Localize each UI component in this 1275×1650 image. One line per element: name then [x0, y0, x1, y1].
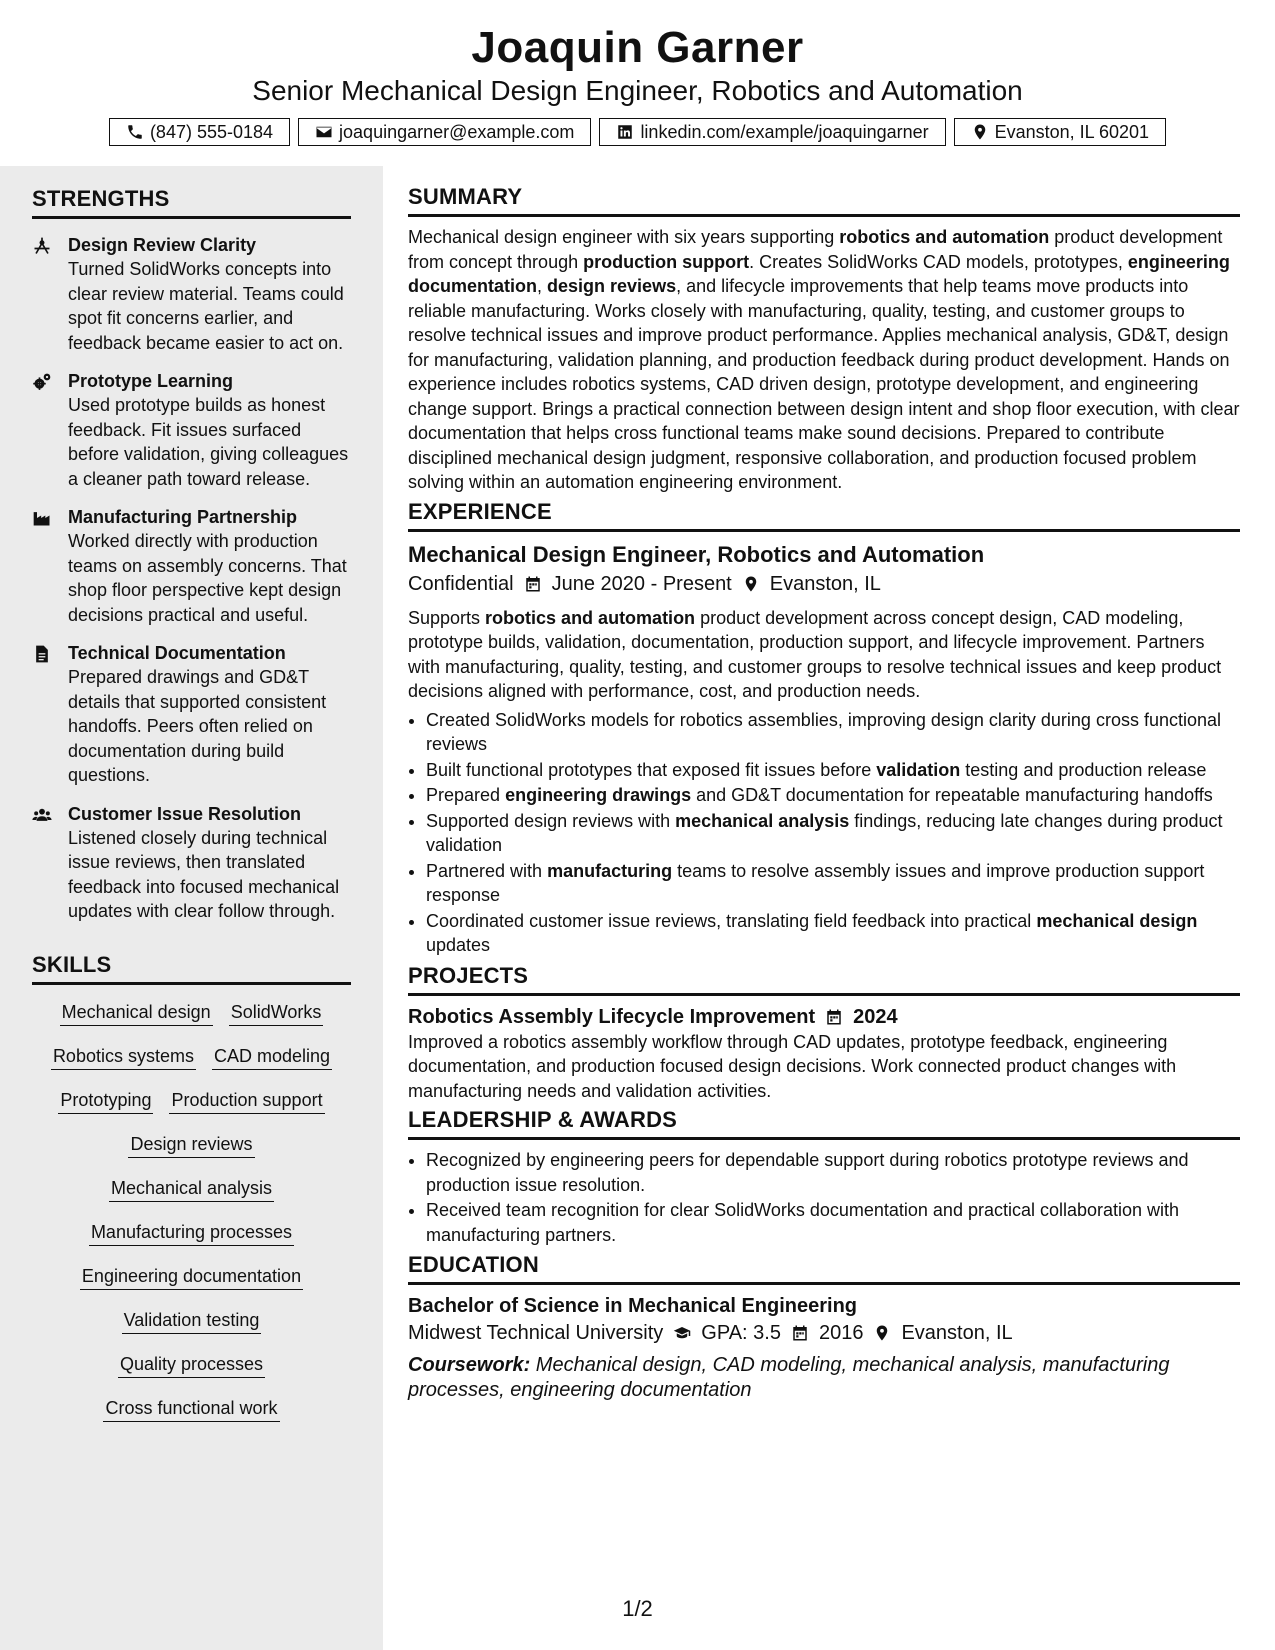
strengths-heading: STRENGTHS [32, 182, 351, 219]
map-pin-icon [873, 1324, 891, 1342]
list-item: • Built functional prototypes that exposed fit issues before validation testing and production release [426, 758, 1240, 783]
gears-icon [32, 372, 52, 392]
skill-tag: SolidWorks [229, 999, 324, 1026]
strength-title: Customer Issue Resolution [68, 803, 302, 824]
strength-item [32, 233, 351, 355]
gpa: GPA: 3.5 [701, 1322, 781, 1344]
contact-location-text: Evanston, IL 60201 [994, 121, 1150, 142]
coursework-label: Coursework: [408, 1354, 531, 1376]
strength-desc: Used prototype builds as honest feedback. Fit issues surfaced before validation, giving colleagues a cleaner path toward release. [68, 395, 349, 489]
job-location: Evanston, IL [769, 572, 881, 595]
strength-desc: Listened closely during technical issue reviews, then translated feedback into focused mechanical updates with clear follow through. [68, 827, 340, 921]
job-description: Supports robotics and automation product development across concept design, CAD modeling, prototype builds, validation, documentation, production support, and lifecycle improvement. Partners with manufacturing, quality, testing, and customer groups to resolve technical issues and keep product decisions aligned with performance, cost, and production needs. [408, 607, 1222, 701]
candidate-name: Joaquin Garner [471, 23, 804, 72]
linkedin-icon [616, 123, 634, 141]
contact-phone[interactable] [109, 118, 290, 146]
users-icon [32, 805, 52, 825]
list-item: • Prepared engineering drawings and GD&T documentation for repeatable manufacturing handoffs [426, 783, 1240, 808]
degree-name: Bachelor of Science in Mechanical Engineering [408, 1295, 858, 1317]
strength-item [32, 802, 351, 924]
resume-header [0, 0, 1275, 146]
skill-tag: Engineering documentation [80, 1263, 303, 1290]
strength-title: Manufacturing Partnership [68, 507, 298, 527]
skill-tag: Prototyping [58, 1087, 153, 1114]
contact-linkedin[interactable] [599, 118, 945, 146]
skill-tag: Validation testing [122, 1307, 262, 1334]
strength-item [32, 505, 351, 627]
strength-item [32, 641, 351, 788]
strength-desc: Turned SolidWorks concepts into clear review material. Teams could spot fit concerns earlier, and feedback became easier to act on. [68, 259, 344, 353]
skill-tag: Quality processes [118, 1351, 265, 1378]
list-item: • Coordinated customer issue reviews, translating field feedback into practical mechanical design updates [426, 909, 1240, 958]
calendar-icon [825, 1008, 843, 1026]
job-bullets [408, 708, 1240, 958]
calendar-icon [524, 575, 542, 593]
summary-heading: SUMMARY [408, 180, 1240, 217]
strength-desc: Prepared drawings and GD&T details that supported consistent handoffs. Peers often relied on documentation during build questions. [68, 667, 327, 785]
contact-linkedin-text: linkedin.com/example/joaquingarner [640, 121, 929, 142]
skill-tag: Robotics systems [51, 1043, 196, 1070]
education-location: Evanston, IL [901, 1322, 1013, 1344]
skill-tag: Mechanical analysis [109, 1175, 274, 1202]
education-heading: EDUCATION [408, 1248, 1240, 1285]
list-item: • Recognized by engineering peers for dependable support during robotics prototype reviews and production issue resolution. [426, 1148, 1240, 1197]
job-title: Mechanical Design Engineer, Robotics and Automation [408, 541, 985, 567]
company-name: Confidential [408, 572, 514, 595]
envelope-icon [315, 123, 333, 141]
education-meta [408, 1319, 1240, 1347]
page-number: 1/2 [622, 1596, 653, 1621]
school-name: Midwest Technical University [408, 1322, 664, 1344]
leadership-bullets [408, 1148, 1240, 1247]
strength-desc: Worked directly with production teams on assembly concerns. That shop floor perspective kept design decisions practical and useful. [68, 531, 347, 625]
project-year: 2024 [853, 1005, 898, 1028]
experience-heading: EXPERIENCE [408, 495, 1240, 532]
coursework [408, 1353, 1240, 1403]
skill-tag: Design reviews [128, 1131, 254, 1158]
industry-icon [32, 508, 52, 528]
compass-drafting-icon [32, 236, 52, 256]
list-item: • Supported design reviews with mechanical analysis findings, reducing late changes during product validation [426, 809, 1240, 858]
candidate-title: Senior Mechanical Design Engineer, Robotics and Automation [252, 75, 1023, 106]
project-name: Robotics Assembly Lifecycle Improvement [408, 1005, 816, 1028]
skill-tag: Production support [169, 1087, 324, 1114]
map-pin-icon [742, 575, 760, 593]
graduation-cap-icon [673, 1324, 691, 1342]
coursework-text: Mechanical design, CAD modeling, mechanical analysis, manufacturing processes, engineering documentation [408, 1354, 1170, 1401]
strength-item [32, 369, 351, 491]
skills-list [32, 993, 351, 1422]
sidebar [0, 166, 383, 1650]
strength-title: Technical Documentation [68, 643, 286, 663]
contact-email[interactable] [298, 118, 591, 146]
contact-row [0, 118, 1275, 146]
project-title-row [408, 1004, 1240, 1030]
calendar-icon [791, 1324, 809, 1342]
map-pin-icon [971, 123, 989, 141]
skill-tag: Mechanical design [60, 999, 213, 1026]
degree-title [408, 1293, 1240, 1319]
skills-heading: SKILLS [32, 948, 351, 985]
list-item: • Created SolidWorks models for robotics assemblies, improving design clarity during cross functional reviews [426, 708, 1240, 757]
projects-heading: PROJECTS [408, 959, 1240, 996]
contact-email-text: joaquingarner@example.com [339, 121, 575, 142]
strength-title: Design Review Clarity [68, 235, 257, 255]
contact-phone-text: (847) 555-0184 [149, 121, 274, 142]
job-dates: June 2020 - Present [551, 572, 732, 595]
file-lines-icon [32, 644, 52, 664]
skill-tag: CAD modeling [212, 1043, 332, 1070]
strength-title: Prototype Learning [68, 371, 234, 391]
graduation-year: 2016 [818, 1322, 864, 1344]
skill-tag: Cross functional work [103, 1395, 279, 1422]
project-description: Improved a robotics assembly workflow through CAD updates, prototype feedback, engineering documentation, and production focused design decisions. Work connected product changes with manufacturing needs and validation activities. [408, 1031, 1177, 1101]
skill-tag: Manufacturing processes [89, 1219, 294, 1246]
job-meta [408, 570, 1240, 598]
summary-text: Mechanical design engineer with six years supporting robotics and automation product development from concept through production support. Creates SolidWorks CAD models, prototypes, engineering documentation, design reviews, and lifecycle improvements that help teams move products into reliable manufacturing. Works closely with manufacturing, quality, testing, and customer groups to resolve technical issues and improve product performance. Applies mechanical analysis, GD&T, design for manufacturing, validation planning, and production feedback during product development. Hands on experience includes robotics systems, CAD driven design, prototype development, and engineering change support. Brings a practical connection between design intent and shop floor execution, with clear documentation that helps cross functional teams make sound decisions. Prepared to contribute disciplined mechanical design judgment, responsive collaboration, and production focused problem solving within an automation engineering environment. [408, 227, 1240, 492]
list-item: • Partnered with manufacturing teams to resolve assembly issues and improve production support response [426, 859, 1240, 908]
list-item: • Received team recognition for clear SolidWorks documentation and practical collaboration with manufacturing partners. [426, 1198, 1240, 1247]
phone-icon [126, 123, 144, 141]
main-content [408, 180, 1240, 1403]
contact-location [954, 118, 1166, 146]
leadership-heading: LEADERSHIP & AWARDS [408, 1103, 1240, 1140]
